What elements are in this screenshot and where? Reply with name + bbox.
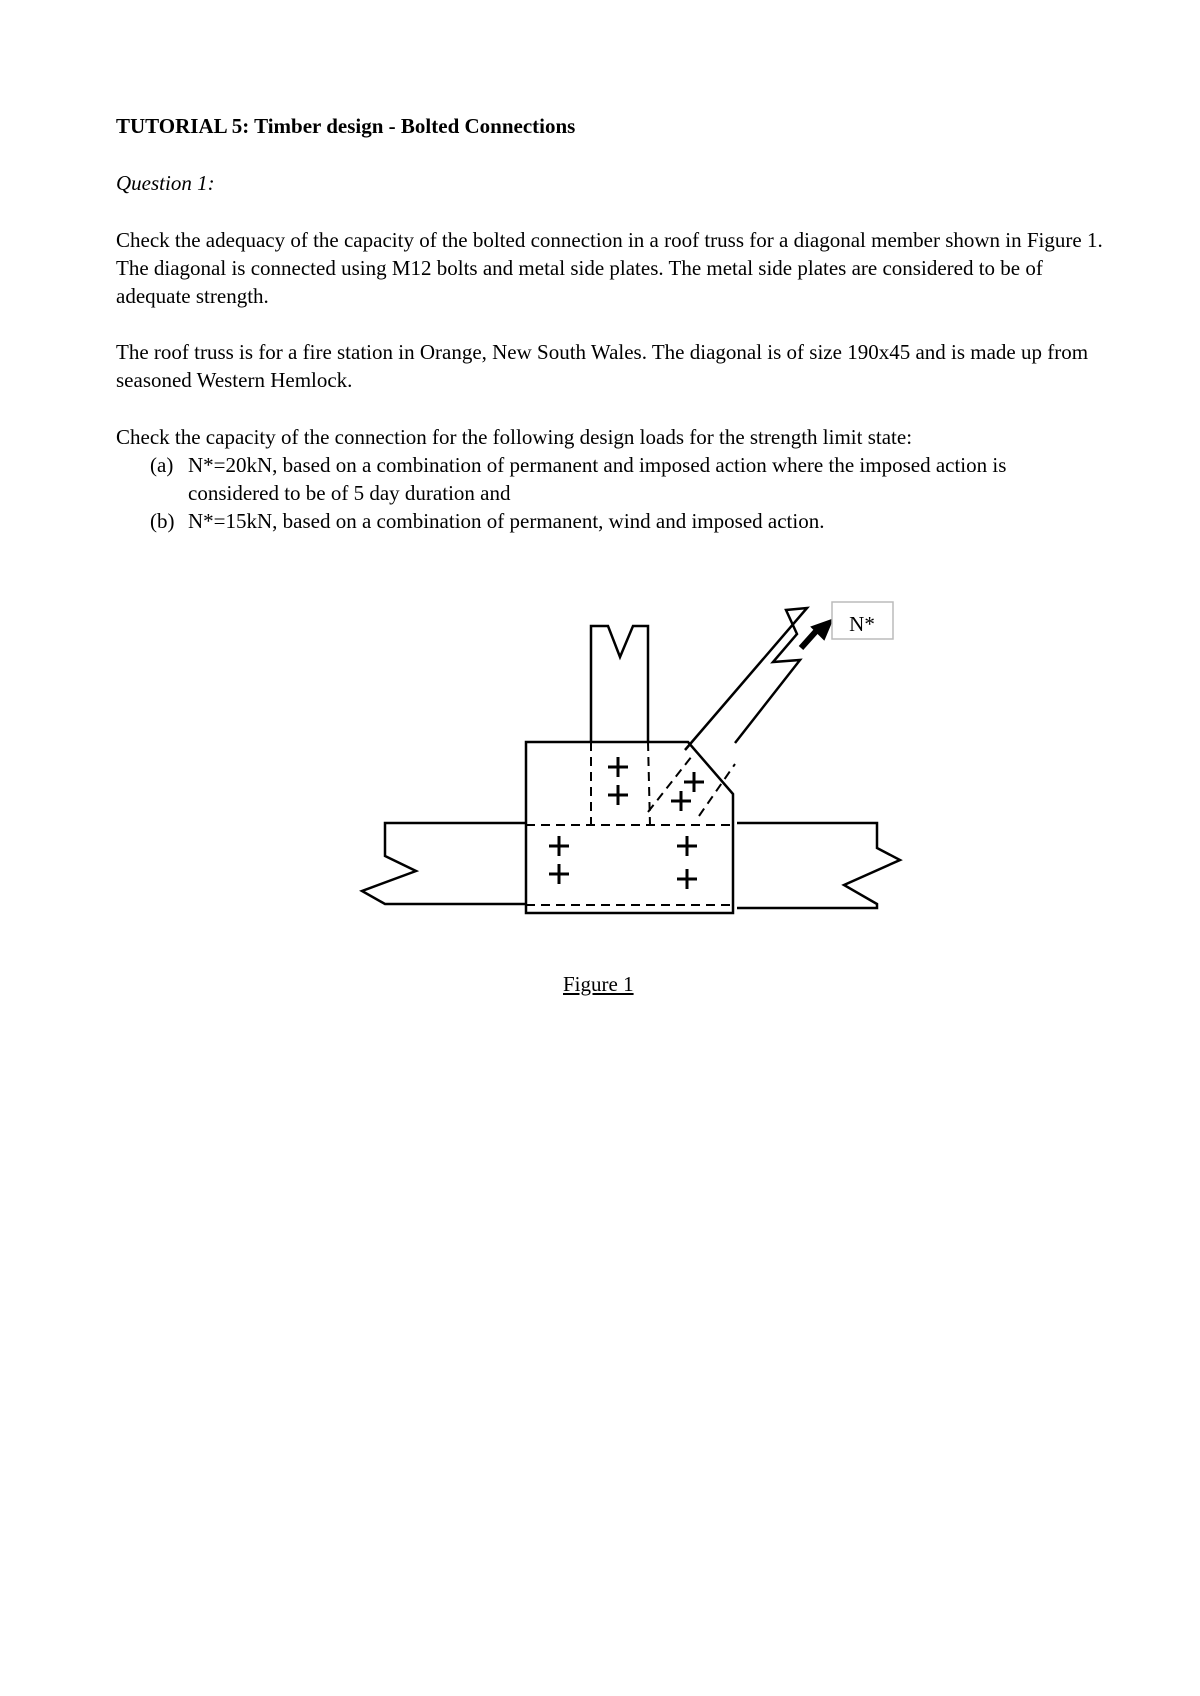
hidden-lines — [526, 742, 735, 905]
bolt — [677, 869, 697, 889]
load-case-text: N*=15kN, based on a combination of permanent, wind and imposed action. — [188, 509, 825, 533]
vertical-member — [591, 626, 648, 742]
load-case-marker: (b) — [150, 509, 175, 533]
paragraph-connection-description: Check the adequacy of the capacity of the bolted connection in a roof truss for a diagonal member shown in Figure 1. The diagonal is connected using M12 bolts and metal side plates. The metal side plates are considered to be of adequate strength. — [116, 228, 1103, 308]
load-case-text: N*=20kN, based on a combination of permanent and imposed action where the imposed action is considered to be of 5 day duration and — [188, 453, 1007, 505]
figure-caption: Figure 1 — [563, 972, 634, 996]
load-arrow — [801, 620, 832, 648]
bolt — [608, 785, 628, 805]
bolts — [549, 757, 704, 889]
hidden-vertical-member-edges — [591, 742, 650, 825]
bolt — [549, 836, 569, 856]
hidden-chord-edges — [526, 825, 735, 905]
document-title: TUTORIAL 5: Timber design - Bolted Connections — [116, 114, 576, 138]
hidden-diagonal-edges — [648, 756, 735, 816]
bolt — [684, 772, 704, 792]
question-label: Question 1: — [116, 171, 215, 195]
diagonal-member — [685, 608, 807, 750]
load-label: N* — [849, 612, 875, 636]
paragraph-load-instructions: Check the capacity of the connection for the following design loads for the strength limit state: — [116, 425, 913, 449]
bolt — [608, 757, 628, 777]
paragraph-truss-description: The roof truss is for a fire station in Orange, New South Wales. The diagonal is of size 190x45 and is made up from seasoned Western Hemlock. — [116, 340, 1089, 392]
gusset-plate — [526, 742, 733, 913]
bolt — [549, 864, 569, 884]
bolt — [671, 791, 691, 811]
bottom-chord — [362, 823, 900, 908]
load-case-marker: (a) — [150, 453, 174, 477]
bolt — [677, 836, 697, 856]
